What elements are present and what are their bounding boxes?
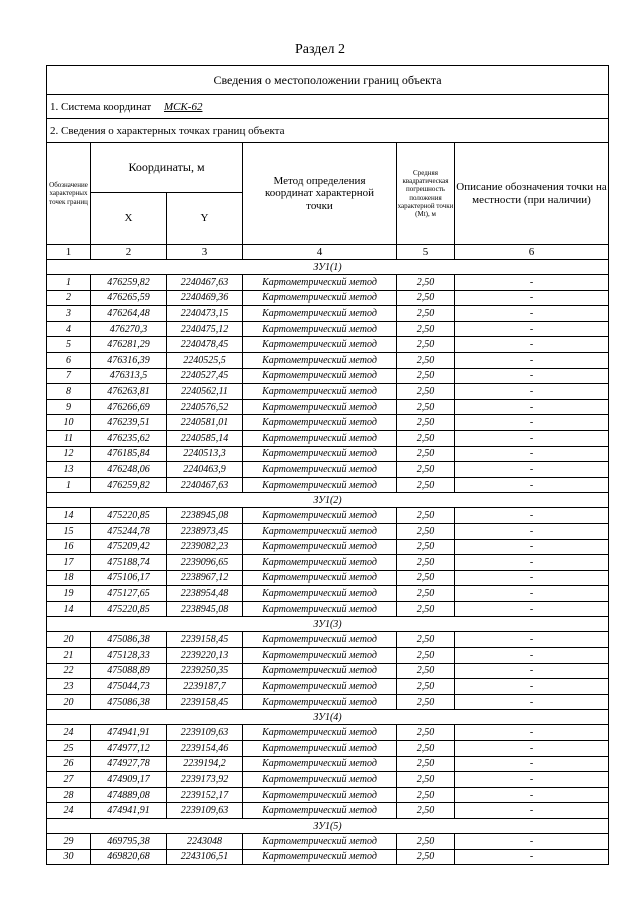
column-header-row-1: [47, 143, 609, 193]
coord-system-label: 1. Система координат: [50, 100, 152, 113]
point-number-cell: 5: [47, 337, 91, 353]
method-cell: Картометрический метод: [243, 570, 397, 586]
header-point-designation: Обозначение характерных точек границ: [47, 143, 91, 245]
point-number-cell: 9: [47, 399, 91, 415]
accuracy-cell: 2,50: [397, 446, 455, 462]
description-cell: -: [455, 756, 609, 772]
description-cell: -: [455, 399, 609, 415]
table-title: Сведения о местоположении границ объекта: [47, 66, 609, 95]
table-row: [47, 508, 609, 524]
x-coordinate-cell: 475220,85: [91, 601, 167, 617]
x-coordinate-cell: 474941,91: [91, 725, 167, 741]
group-name: ЗУ1(2): [47, 493, 609, 508]
table-row: [47, 632, 609, 648]
accuracy-cell: 2,50: [397, 523, 455, 539]
section-title: Раздел 2: [294, 42, 346, 57]
point-number-cell: 20: [47, 694, 91, 710]
description-cell: -: [455, 337, 609, 353]
method-cell: Картометрический метод: [243, 772, 397, 788]
table-row: [47, 663, 609, 679]
table-row: [47, 446, 609, 462]
header-method: Метод определения координат характерной точки: [243, 143, 397, 245]
point-number-cell: 6: [47, 352, 91, 368]
method-cell: Картометрический метод: [243, 368, 397, 384]
description-cell: -: [455, 663, 609, 679]
method-cell: Картометрический метод: [243, 539, 397, 555]
y-coordinate-cell: 2243048: [167, 834, 243, 850]
table-row: [47, 679, 609, 695]
y-coordinate-cell: 2240562,11: [167, 384, 243, 400]
group-name: ЗУ1(3): [47, 617, 609, 632]
x-coordinate-cell: 475188,74: [91, 555, 167, 571]
accuracy-cell: 2,50: [397, 384, 455, 400]
method-cell: Картометрический метод: [243, 290, 397, 306]
description-cell: -: [455, 741, 609, 757]
accuracy-cell: 2,50: [397, 352, 455, 368]
point-number-cell: 14: [47, 601, 91, 617]
point-number-cell: 20: [47, 632, 91, 648]
table-row: [47, 586, 609, 602]
point-number-cell: 21: [47, 648, 91, 664]
point-number-cell: 13: [47, 462, 91, 478]
description-cell: -: [455, 306, 609, 322]
accuracy-cell: 2,50: [397, 508, 455, 524]
method-cell: Картометрический метод: [243, 430, 397, 446]
accuracy-cell: 2,50: [397, 756, 455, 772]
point-number-cell: 10: [47, 415, 91, 431]
method-cell: Картометрический метод: [243, 508, 397, 524]
description-cell: -: [455, 446, 609, 462]
x-coordinate-cell: 475086,38: [91, 632, 167, 648]
x-coordinate-cell: 475044,73: [91, 679, 167, 695]
y-coordinate-cell: 2240585,14: [167, 430, 243, 446]
method-cell: Картометрический метод: [243, 352, 397, 368]
point-number-cell: 29: [47, 834, 91, 850]
column-number: 3: [167, 245, 243, 260]
x-coordinate-cell: 475127,65: [91, 586, 167, 602]
method-cell: Картометрический метод: [243, 555, 397, 571]
x-coordinate-cell: 476239,51: [91, 415, 167, 431]
method-cell: Картометрический метод: [243, 399, 397, 415]
x-coordinate-cell: 476235,62: [91, 430, 167, 446]
accuracy-cell: 2,50: [397, 679, 455, 695]
accuracy-cell: 2,50: [397, 570, 455, 586]
x-coordinate-cell: 476281,29: [91, 337, 167, 353]
point-number-cell: 12: [47, 446, 91, 462]
description-cell: -: [455, 834, 609, 850]
accuracy-cell: 2,50: [397, 741, 455, 757]
accuracy-cell: 2,50: [397, 290, 455, 306]
table-title-row: [47, 66, 609, 95]
description-cell: -: [455, 275, 609, 291]
coord-system-row: [47, 95, 609, 119]
x-coordinate-cell: 476185,84: [91, 446, 167, 462]
x-coordinate-cell: 474977,12: [91, 741, 167, 757]
x-coordinate-cell: 476259,82: [91, 477, 167, 493]
description-cell: -: [455, 477, 609, 493]
method-cell: Картометрический метод: [243, 663, 397, 679]
x-coordinate-cell: 475209,42: [91, 539, 167, 555]
table-row: [47, 306, 609, 322]
y-coordinate-cell: 2238945,08: [167, 601, 243, 617]
y-coordinate-cell: 2238967,12: [167, 570, 243, 586]
y-coordinate-cell: 2240467,63: [167, 275, 243, 291]
x-coordinate-cell: 474927,78: [91, 756, 167, 772]
description-cell: -: [455, 430, 609, 446]
table-row: [47, 555, 609, 571]
accuracy-cell: 2,50: [397, 399, 455, 415]
description-cell: -: [455, 679, 609, 695]
method-cell: Картометрический метод: [243, 306, 397, 322]
method-cell: Картометрический метод: [243, 694, 397, 710]
y-coordinate-cell: 2240463,9: [167, 462, 243, 478]
method-cell: Картометрический метод: [243, 741, 397, 757]
x-coordinate-cell: 476263,81: [91, 384, 167, 400]
point-number-cell: 26: [47, 756, 91, 772]
x-coordinate-cell: 475106,17: [91, 570, 167, 586]
column-number: 1: [47, 245, 91, 260]
point-number-cell: 19: [47, 586, 91, 602]
accuracy-cell: 2,50: [397, 306, 455, 322]
group-header-row: [47, 260, 609, 275]
method-cell: Картометрический метод: [243, 756, 397, 772]
group-header-row: [47, 819, 609, 834]
point-number-cell: 15: [47, 523, 91, 539]
accuracy-cell: 2,50: [397, 648, 455, 664]
description-cell: -: [455, 648, 609, 664]
group-header-row: [47, 493, 609, 508]
description-cell: -: [455, 384, 609, 400]
y-coordinate-cell: 2240581,01: [167, 415, 243, 431]
table-row: [47, 772, 609, 788]
accuracy-cell: 2,50: [397, 462, 455, 478]
description-cell: -: [455, 725, 609, 741]
accuracy-cell: 2,50: [397, 430, 455, 446]
x-coordinate-cell: 475086,38: [91, 694, 167, 710]
point-number-cell: 8: [47, 384, 91, 400]
method-cell: Картометрический метод: [243, 384, 397, 400]
y-coordinate-cell: 2243106,51: [167, 849, 243, 865]
header-y: Y: [167, 193, 243, 245]
y-coordinate-cell: 2240469,36: [167, 290, 243, 306]
method-cell: Картометрический метод: [243, 648, 397, 664]
table-row: [47, 787, 609, 803]
table-row: [47, 523, 609, 539]
y-coordinate-cell: 2239152,17: [167, 787, 243, 803]
point-number-cell: 30: [47, 849, 91, 865]
table-row: [47, 415, 609, 431]
y-coordinate-cell: 2239220,13: [167, 648, 243, 664]
method-cell: Картометрический метод: [243, 586, 397, 602]
point-number-cell: 24: [47, 803, 91, 819]
x-coordinate-cell: 475220,85: [91, 508, 167, 524]
description-cell: -: [455, 290, 609, 306]
description-cell: -: [455, 321, 609, 337]
point-number-cell: 14: [47, 508, 91, 524]
accuracy-cell: 2,50: [397, 586, 455, 602]
x-coordinate-cell: 469795,38: [91, 834, 167, 850]
table-row: [47, 601, 609, 617]
header-description: Описание обозначения точки на местности (при наличии): [455, 143, 609, 245]
y-coordinate-cell: 2239158,45: [167, 632, 243, 648]
method-cell: Картометрический метод: [243, 446, 397, 462]
method-cell: Картометрический метод: [243, 601, 397, 617]
description-cell: -: [455, 803, 609, 819]
accuracy-cell: 2,50: [397, 725, 455, 741]
header-x: X: [91, 193, 167, 245]
table-row: [47, 368, 609, 384]
x-coordinate-cell: 476248,06: [91, 462, 167, 478]
table-row: [47, 462, 609, 478]
group-name: ЗУ1(5): [47, 819, 609, 834]
point-number-cell: 18: [47, 570, 91, 586]
accuracy-cell: 2,50: [397, 337, 455, 353]
group-header-row: [47, 710, 609, 725]
y-coordinate-cell: 2238973,45: [167, 523, 243, 539]
group-name: ЗУ1(4): [47, 710, 609, 725]
description-cell: -: [455, 523, 609, 539]
accuracy-cell: 2,50: [397, 368, 455, 384]
boundary-points-table: [46, 65, 609, 865]
description-cell: -: [455, 772, 609, 788]
accuracy-cell: 2,50: [397, 803, 455, 819]
point-number-cell: 7: [47, 368, 91, 384]
point-number-cell: 16: [47, 539, 91, 555]
y-coordinate-cell: 2239109,63: [167, 725, 243, 741]
header-coordinates: Координаты, м: [91, 143, 243, 193]
description-cell: -: [455, 849, 609, 865]
y-coordinate-cell: 2239096,65: [167, 555, 243, 571]
y-coordinate-cell: 2239158,45: [167, 694, 243, 710]
accuracy-cell: 2,50: [397, 539, 455, 555]
table-row: [47, 352, 609, 368]
x-coordinate-cell: 475244,78: [91, 523, 167, 539]
accuracy-cell: 2,50: [397, 663, 455, 679]
description-cell: -: [455, 352, 609, 368]
method-cell: Картометрический метод: [243, 462, 397, 478]
y-coordinate-cell: 2239250,35: [167, 663, 243, 679]
x-coordinate-cell: 476259,82: [91, 275, 167, 291]
table-row: [47, 430, 609, 446]
method-cell: Картометрический метод: [243, 477, 397, 493]
table-row: [47, 741, 609, 757]
x-coordinate-cell: 476270,3: [91, 321, 167, 337]
method-cell: Картометрический метод: [243, 523, 397, 539]
point-number-cell: 1: [47, 477, 91, 493]
point-number-cell: 1: [47, 275, 91, 291]
accuracy-cell: 2,50: [397, 415, 455, 431]
method-cell: Картометрический метод: [243, 787, 397, 803]
column-number: 5: [397, 245, 455, 260]
point-number-cell: 11: [47, 430, 91, 446]
column-number: 2: [91, 245, 167, 260]
table-row: [47, 290, 609, 306]
y-coordinate-cell: 2240525,5: [167, 352, 243, 368]
x-coordinate-cell: 476266,69: [91, 399, 167, 415]
point-number-cell: 25: [47, 741, 91, 757]
table-row: [47, 539, 609, 555]
description-cell: -: [455, 508, 609, 524]
description-cell: -: [455, 787, 609, 803]
x-coordinate-cell: 474941,91: [91, 803, 167, 819]
column-number-row: [47, 245, 609, 260]
method-cell: Картометрический метод: [243, 632, 397, 648]
method-cell: Картометрический метод: [243, 275, 397, 291]
x-coordinate-cell: 476313,5: [91, 368, 167, 384]
y-coordinate-cell: 2240478,45: [167, 337, 243, 353]
group-name: ЗУ1(1): [47, 260, 609, 275]
table-row: [47, 275, 609, 291]
table-row: [47, 399, 609, 415]
y-coordinate-cell: 2239154,46: [167, 741, 243, 757]
description-cell: -: [455, 601, 609, 617]
x-coordinate-cell: 476264,48: [91, 306, 167, 322]
table-row: [47, 648, 609, 664]
table-row: [47, 756, 609, 772]
coord-system-cell: [47, 95, 609, 119]
description-cell: -: [455, 462, 609, 478]
y-coordinate-cell: 2239187,7: [167, 679, 243, 695]
table-row: [47, 834, 609, 850]
y-coordinate-cell: 2240467,63: [167, 477, 243, 493]
x-coordinate-cell: 469820,68: [91, 849, 167, 865]
point-number-cell: 24: [47, 725, 91, 741]
y-coordinate-cell: 2239173,92: [167, 772, 243, 788]
y-coordinate-cell: 2240527,45: [167, 368, 243, 384]
method-cell: Картометрический метод: [243, 337, 397, 353]
point-number-cell: 27: [47, 772, 91, 788]
accuracy-cell: 2,50: [397, 849, 455, 865]
table-row: [47, 570, 609, 586]
point-number-cell: 23: [47, 679, 91, 695]
point-number-cell: 22: [47, 663, 91, 679]
x-coordinate-cell: 476265,59: [91, 290, 167, 306]
method-cell: Картометрический метод: [243, 725, 397, 741]
x-coordinate-cell: 476316,39: [91, 352, 167, 368]
description-cell: -: [455, 694, 609, 710]
accuracy-cell: 2,50: [397, 555, 455, 571]
accuracy-cell: 2,50: [397, 275, 455, 291]
table-row: [47, 337, 609, 353]
y-coordinate-cell: 2240475,12: [167, 321, 243, 337]
accuracy-cell: 2,50: [397, 601, 455, 617]
method-cell: Картометрический метод: [243, 803, 397, 819]
y-coordinate-cell: 2239194,2: [167, 756, 243, 772]
y-coordinate-cell: 2240576,52: [167, 399, 243, 415]
x-coordinate-cell: 475088,89: [91, 663, 167, 679]
y-coordinate-cell: 2240473,15: [167, 306, 243, 322]
coord-system-value: МСК-62: [163, 100, 203, 113]
description-cell: -: [455, 632, 609, 648]
group-header-row: [47, 617, 609, 632]
point-number-cell: 17: [47, 555, 91, 571]
point-number-cell: 2: [47, 290, 91, 306]
x-coordinate-cell: 475128,33: [91, 648, 167, 664]
table-row: [47, 849, 609, 865]
accuracy-cell: 2,50: [397, 694, 455, 710]
accuracy-cell: 2,50: [397, 632, 455, 648]
table-row: [47, 477, 609, 493]
y-coordinate-cell: 2238945,08: [167, 508, 243, 524]
table-row: [47, 725, 609, 741]
description-cell: -: [455, 415, 609, 431]
method-cell: Картометрический метод: [243, 415, 397, 431]
table-row: [47, 694, 609, 710]
column-number: 4: [243, 245, 397, 260]
x-coordinate-cell: 474909,17: [91, 772, 167, 788]
points-title-row: [47, 119, 609, 143]
method-cell: Картометрический метод: [243, 679, 397, 695]
accuracy-cell: 2,50: [397, 834, 455, 850]
header-accuracy: Средняя квадратическая погрешность положения характерной точки (Mt), м: [397, 143, 455, 245]
method-cell: Картометрический метод: [243, 834, 397, 850]
method-cell: Картометрический метод: [243, 321, 397, 337]
description-cell: -: [455, 539, 609, 555]
points-title: 2. Сведения о характерных точках границ объекта: [47, 119, 609, 143]
accuracy-cell: 2,50: [397, 477, 455, 493]
y-coordinate-cell: 2239082,23: [167, 539, 243, 555]
table-row: [47, 803, 609, 819]
y-coordinate-cell: 2238954,48: [167, 586, 243, 602]
x-coordinate-cell: 474889,08: [91, 787, 167, 803]
table-row: [47, 384, 609, 400]
column-number: 6: [455, 245, 609, 260]
y-coordinate-cell: 2239109,63: [167, 803, 243, 819]
table-row: [47, 321, 609, 337]
accuracy-cell: 2,50: [397, 772, 455, 788]
description-cell: -: [455, 586, 609, 602]
accuracy-cell: 2,50: [397, 787, 455, 803]
y-coordinate-cell: 2240513,3: [167, 446, 243, 462]
point-number-cell: 4: [47, 321, 91, 337]
description-cell: -: [455, 368, 609, 384]
point-number-cell: 28: [47, 787, 91, 803]
method-cell: Картометрический метод: [243, 849, 397, 865]
description-cell: -: [455, 570, 609, 586]
accuracy-cell: 2,50: [397, 321, 455, 337]
point-number-cell: 3: [47, 306, 91, 322]
description-cell: -: [455, 555, 609, 571]
